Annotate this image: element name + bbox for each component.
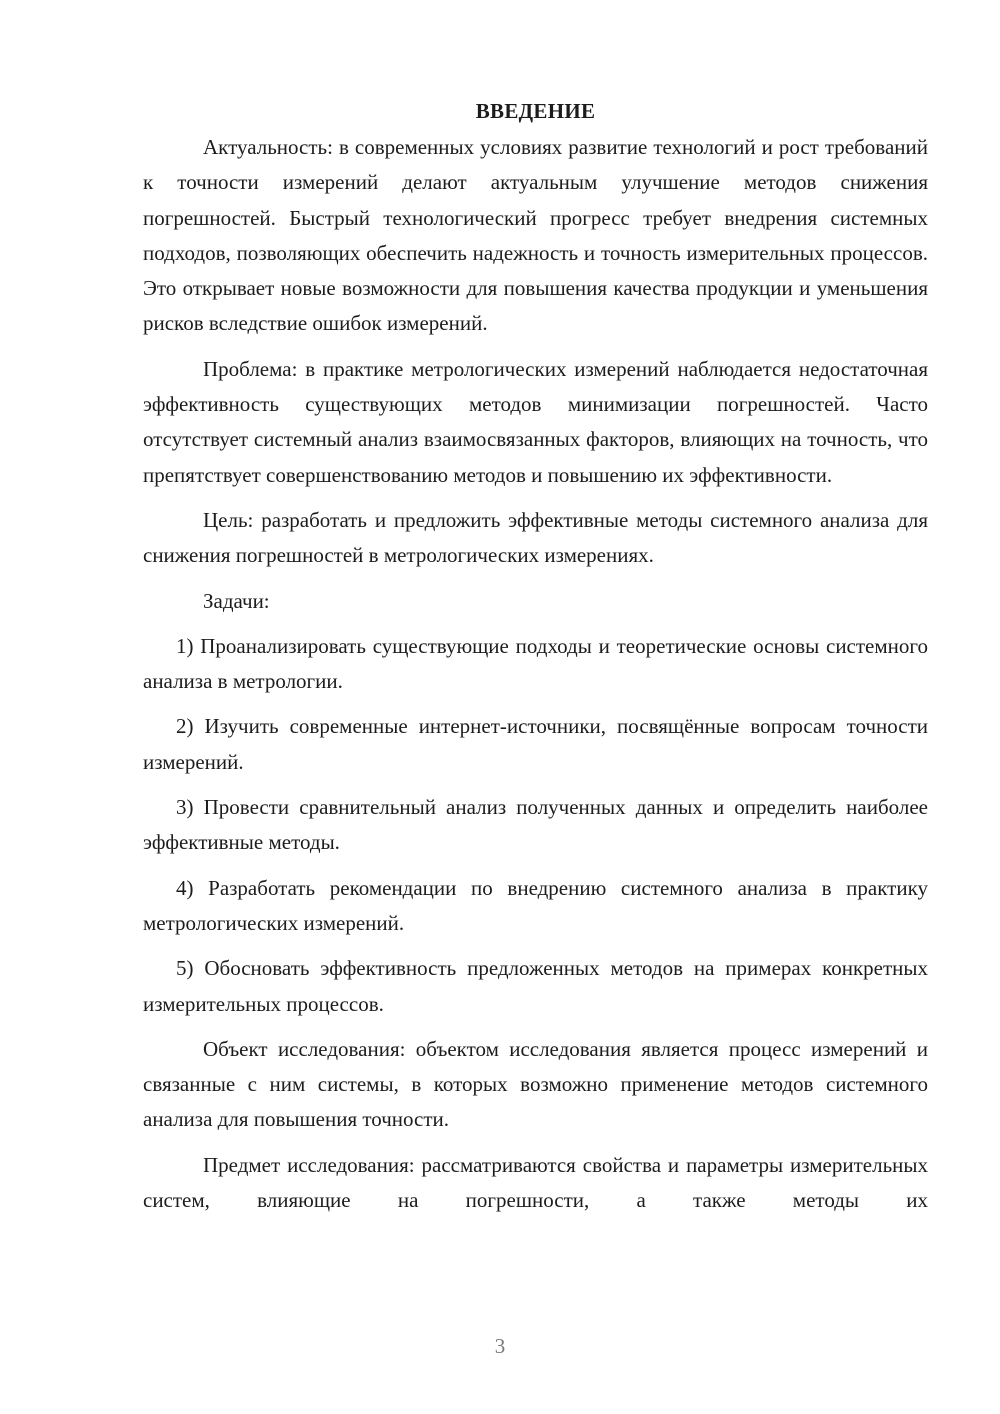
task-item: 2) Изучить современные интернет-источники, посвящённые вопросам точности измерений.	[143, 714, 928, 774]
task-item: 4) Разработать рекомендации по внедрению системного анализа в практику метрологических измерений.	[143, 875, 928, 935]
task-item: 3) Провести сравнительный анализ полученных данных и определить наиболее эффективные методы.	[143, 795, 928, 855]
document-page	[143, 96, 928, 1228]
task-item: 1) Проанализировать существующие подходы и теоретические основы системного анализа в метрологии.	[143, 633, 928, 694]
task-item: 5) Обосновать эффективность предложенных методов на примерах конкретных измерительных процессов.	[143, 956, 928, 1016]
section-heading: ВВЕДЕНИЕ	[475, 99, 596, 123]
paragraph-object: Объект исследования: объектом исследования является процесс измерений и связанные с ним системы, в которых возможно применение методов системного анализа для повышения точности.	[143, 1036, 928, 1132]
paragraph-relevance: Актуальность: в современных условиях развитие технологий и рост требований к точности измерений делают актуальным улучшение методов снижения погрешностей. Быстрый технологический прогресс требует внедрения системных подходов, позволяющих обеспечить надежность и точность измерительных процессов. Это открывает новые возможности для повышения качества продукции и уменьшения рисков вследствие ошибок измерений.	[143, 135, 928, 336]
paragraph-subject: Предмет исследования: рассматриваются свойства и параметры измерительных систем, влияющие на погрешности, а также методы их	[143, 1152, 928, 1213]
paragraph-problem: Проблема: в практике метрологических измерений наблюдается недостаточная эффективность существующих методов минимизации погрешностей. Часто отсутствует системный анализ взаимосвязанных факторов, влияющих на точность, что препятствует совершенствованию методов и повышению их эффективности.	[143, 356, 928, 487]
paragraph-goal: Цель: разработать и предложить эффективные методы системного анализа для снижения погрешностей в метрологических измерениях.	[143, 507, 928, 568]
page-number: 3	[494, 1334, 506, 1358]
paragraph-tasks-label: Задачи:	[203, 588, 270, 613]
